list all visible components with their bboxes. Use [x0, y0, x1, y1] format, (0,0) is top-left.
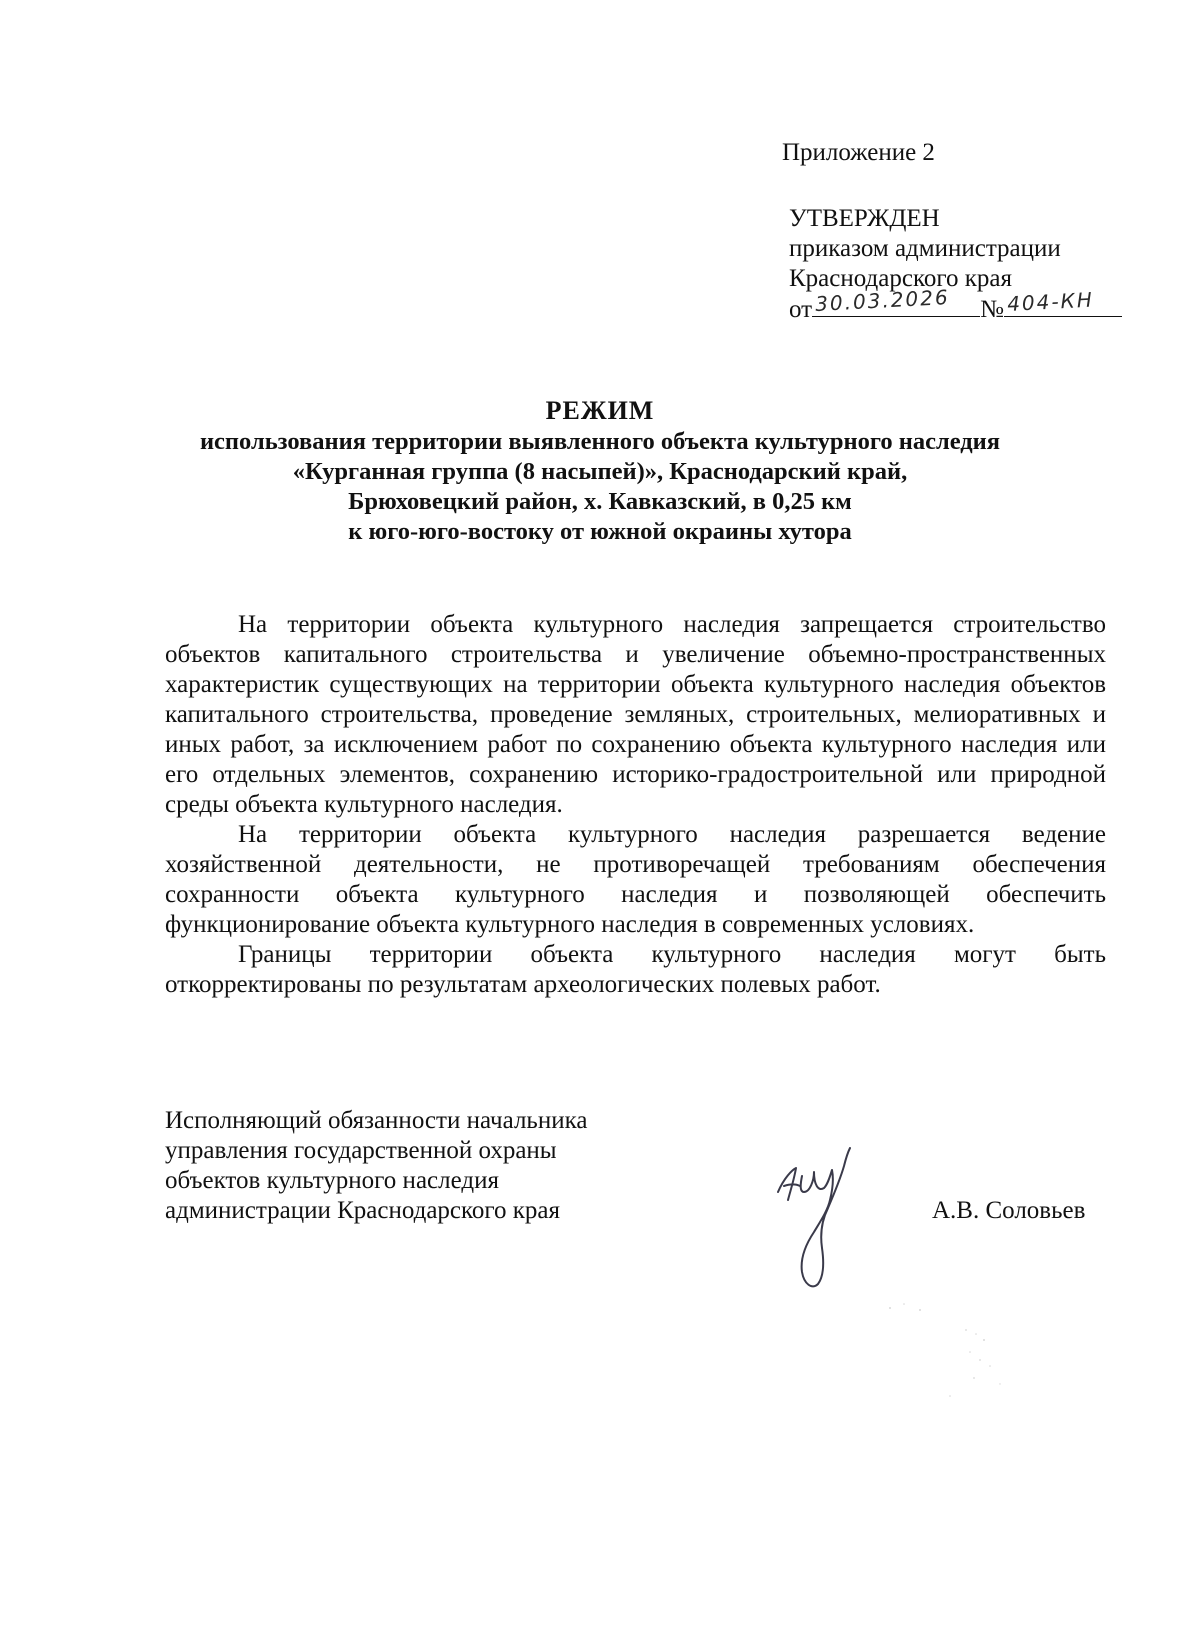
document-body [165, 610, 1106, 1000]
signatory-position-line-4: администрации Краснодарского края [165, 1197, 561, 1224]
signatory-position-line-3: объектов культурного наследия [165, 1167, 499, 1194]
document-title-block [150, 395, 1050, 547]
document-subtitle-line-3: Брюховецкий район, х. Кавказский, в 0,25 км [348, 488, 852, 515]
approval-status: УТВЕРЖДЕН [789, 205, 940, 232]
approval-line-1: приказом администрации [789, 235, 1061, 262]
signatory-position-line-1: Исполняющий обязанности начальника [165, 1107, 588, 1134]
appendix-label: Приложение 2 [782, 139, 935, 166]
signatory-position-line-2: управления государственной охраны [165, 1137, 557, 1164]
body-paragraph-boundaries: Границы территории объекта культурного наследия могут быть откорректированы по результатам археологических полевых работ. [165, 941, 1106, 998]
order-date-number-line [789, 284, 1169, 325]
order-number-handwritten: 404-КН [1006, 287, 1095, 317]
document-heading: РЕЖИМ [545, 396, 655, 425]
document-subtitle-line-2: «Курганная группа (8 насыпей)», Краснодарский край, [292, 458, 908, 485]
date-prefix: от [789, 296, 813, 323]
document-subtitle-line-4: к юго-юго-востоку от южной окраины хутора [348, 518, 852, 545]
order-date-handwritten: 30.03.2026 [814, 284, 951, 317]
approval-stamp-block [789, 204, 1169, 325]
scan-noise-decoration [880, 1300, 1040, 1420]
order-date-field [812, 284, 980, 317]
approval-line-2: Краснодарского края [789, 265, 1012, 292]
signer-name: А.В. Соловьев [932, 1197, 1086, 1224]
signatory-position [165, 1106, 587, 1226]
handwritten-signature-icon [770, 1140, 880, 1300]
number-sign: № [980, 296, 1004, 323]
body-paragraph-prohibitions: На территории объекта культурного наследия запрещается строительство объектов капитального строительства и увеличение объемно-пространственных характеристик существующих на территории объекта культурного наследия объектов капитального строительства, проведение земляных, строительных, мелиоративных и иных работ, за исключением работ по сохранению объекта культурного наследия или его отдельных элементов, сохранению историко-градостроительной или природной среды объекта культурного наследия. [165, 611, 1106, 818]
body-paragraph-permissions: На территории объекта культурного наследия разрешается ведение хозяйственной деятельности, не противоречащей требованиям обеспечения сохранности объекта культурного наследия и позволяющей обеспечить функционирование объекта культурного наследия в современных условиях. [165, 821, 1106, 938]
order-number-field [1004, 287, 1122, 317]
document-subtitle-line-1: использования территории выявленного объекта культурного наследия [199, 428, 1001, 455]
